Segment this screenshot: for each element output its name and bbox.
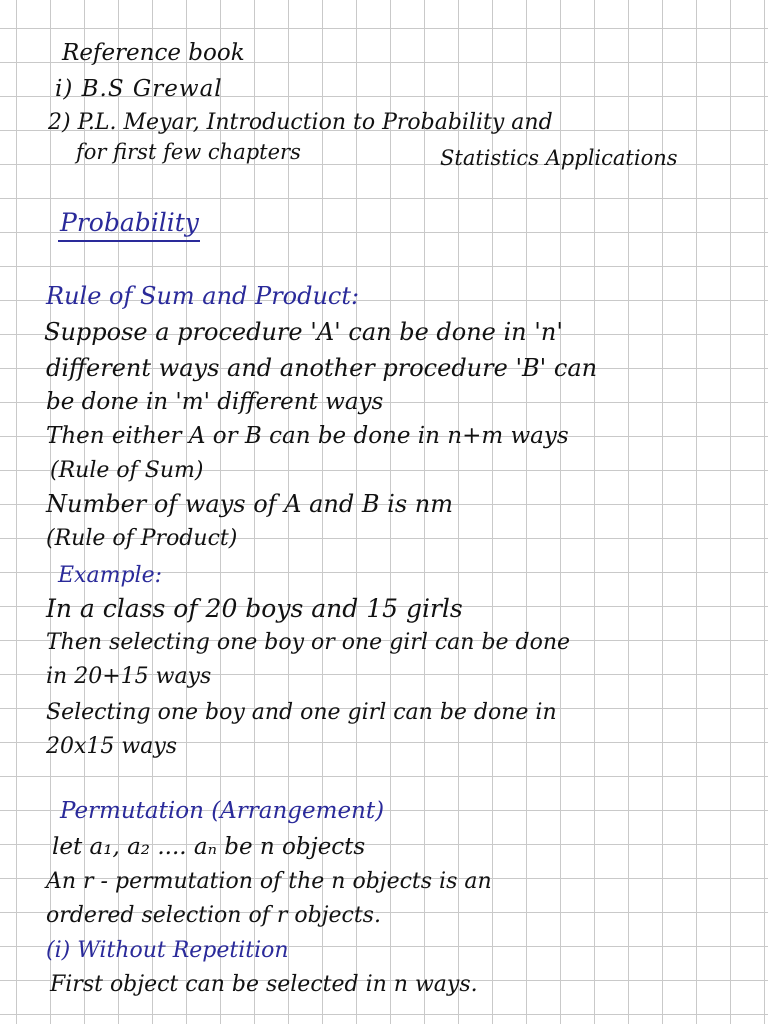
rule-line-1: Suppose a procedure 'A' can be done in 'n' bbox=[44, 318, 563, 346]
permutation-line-3: ordered selection of r objects. bbox=[46, 903, 381, 928]
without-repetition-heading: (i) Without Repetition bbox=[46, 938, 289, 963]
without-repetition-line-1: First object can be selected in n ways. bbox=[50, 972, 478, 997]
rule-line-7: (Rule of Product) bbox=[46, 526, 238, 551]
probability-title: Probability bbox=[60, 208, 199, 237]
rule-line-6: Number of ways of A and B is nm bbox=[46, 490, 453, 518]
rule-sum-product-heading: Rule of Sum and Product: bbox=[46, 282, 360, 310]
rule-line-2: different ways and another procedure 'B' can bbox=[46, 354, 598, 382]
example-line-3: in 20+15 ways bbox=[46, 664, 212, 689]
example-line-4: Selecting one boy and one girl can be done in bbox=[46, 700, 557, 725]
example-heading: Example: bbox=[58, 563, 162, 588]
reference-item-2-continuation: Statistics Applications bbox=[440, 146, 678, 170]
probability-title-underline bbox=[58, 240, 200, 242]
permutation-line-2: An r - permutation of the n objects is an bbox=[46, 869, 492, 894]
example-line-1: In a class of 20 boys and 15 girls bbox=[46, 594, 463, 623]
permutation-line-1: let a₁, a₂ .... aₙ be n objects bbox=[52, 834, 366, 860]
permutation-heading: Permutation (Arrangement) bbox=[60, 798, 385, 824]
rule-line-3: be done in 'm' different ways bbox=[46, 389, 384, 415]
reference-item-2: 2) P.L. Meyar, Introduction to Probability and bbox=[48, 110, 553, 135]
rule-line-4: Then either A or B can be done in n+m ways bbox=[46, 423, 569, 449]
reference-item-1: i) B.S Grewal bbox=[55, 76, 223, 102]
example-line-2: Then selecting one boy or one girl can be done bbox=[46, 630, 571, 655]
reference-title: Reference book bbox=[62, 40, 245, 66]
example-line-5: 20x15 ways bbox=[46, 734, 178, 759]
rule-line-5: (Rule of Sum) bbox=[50, 458, 204, 483]
reference-item-2-note: for first few chapters bbox=[76, 140, 301, 164]
